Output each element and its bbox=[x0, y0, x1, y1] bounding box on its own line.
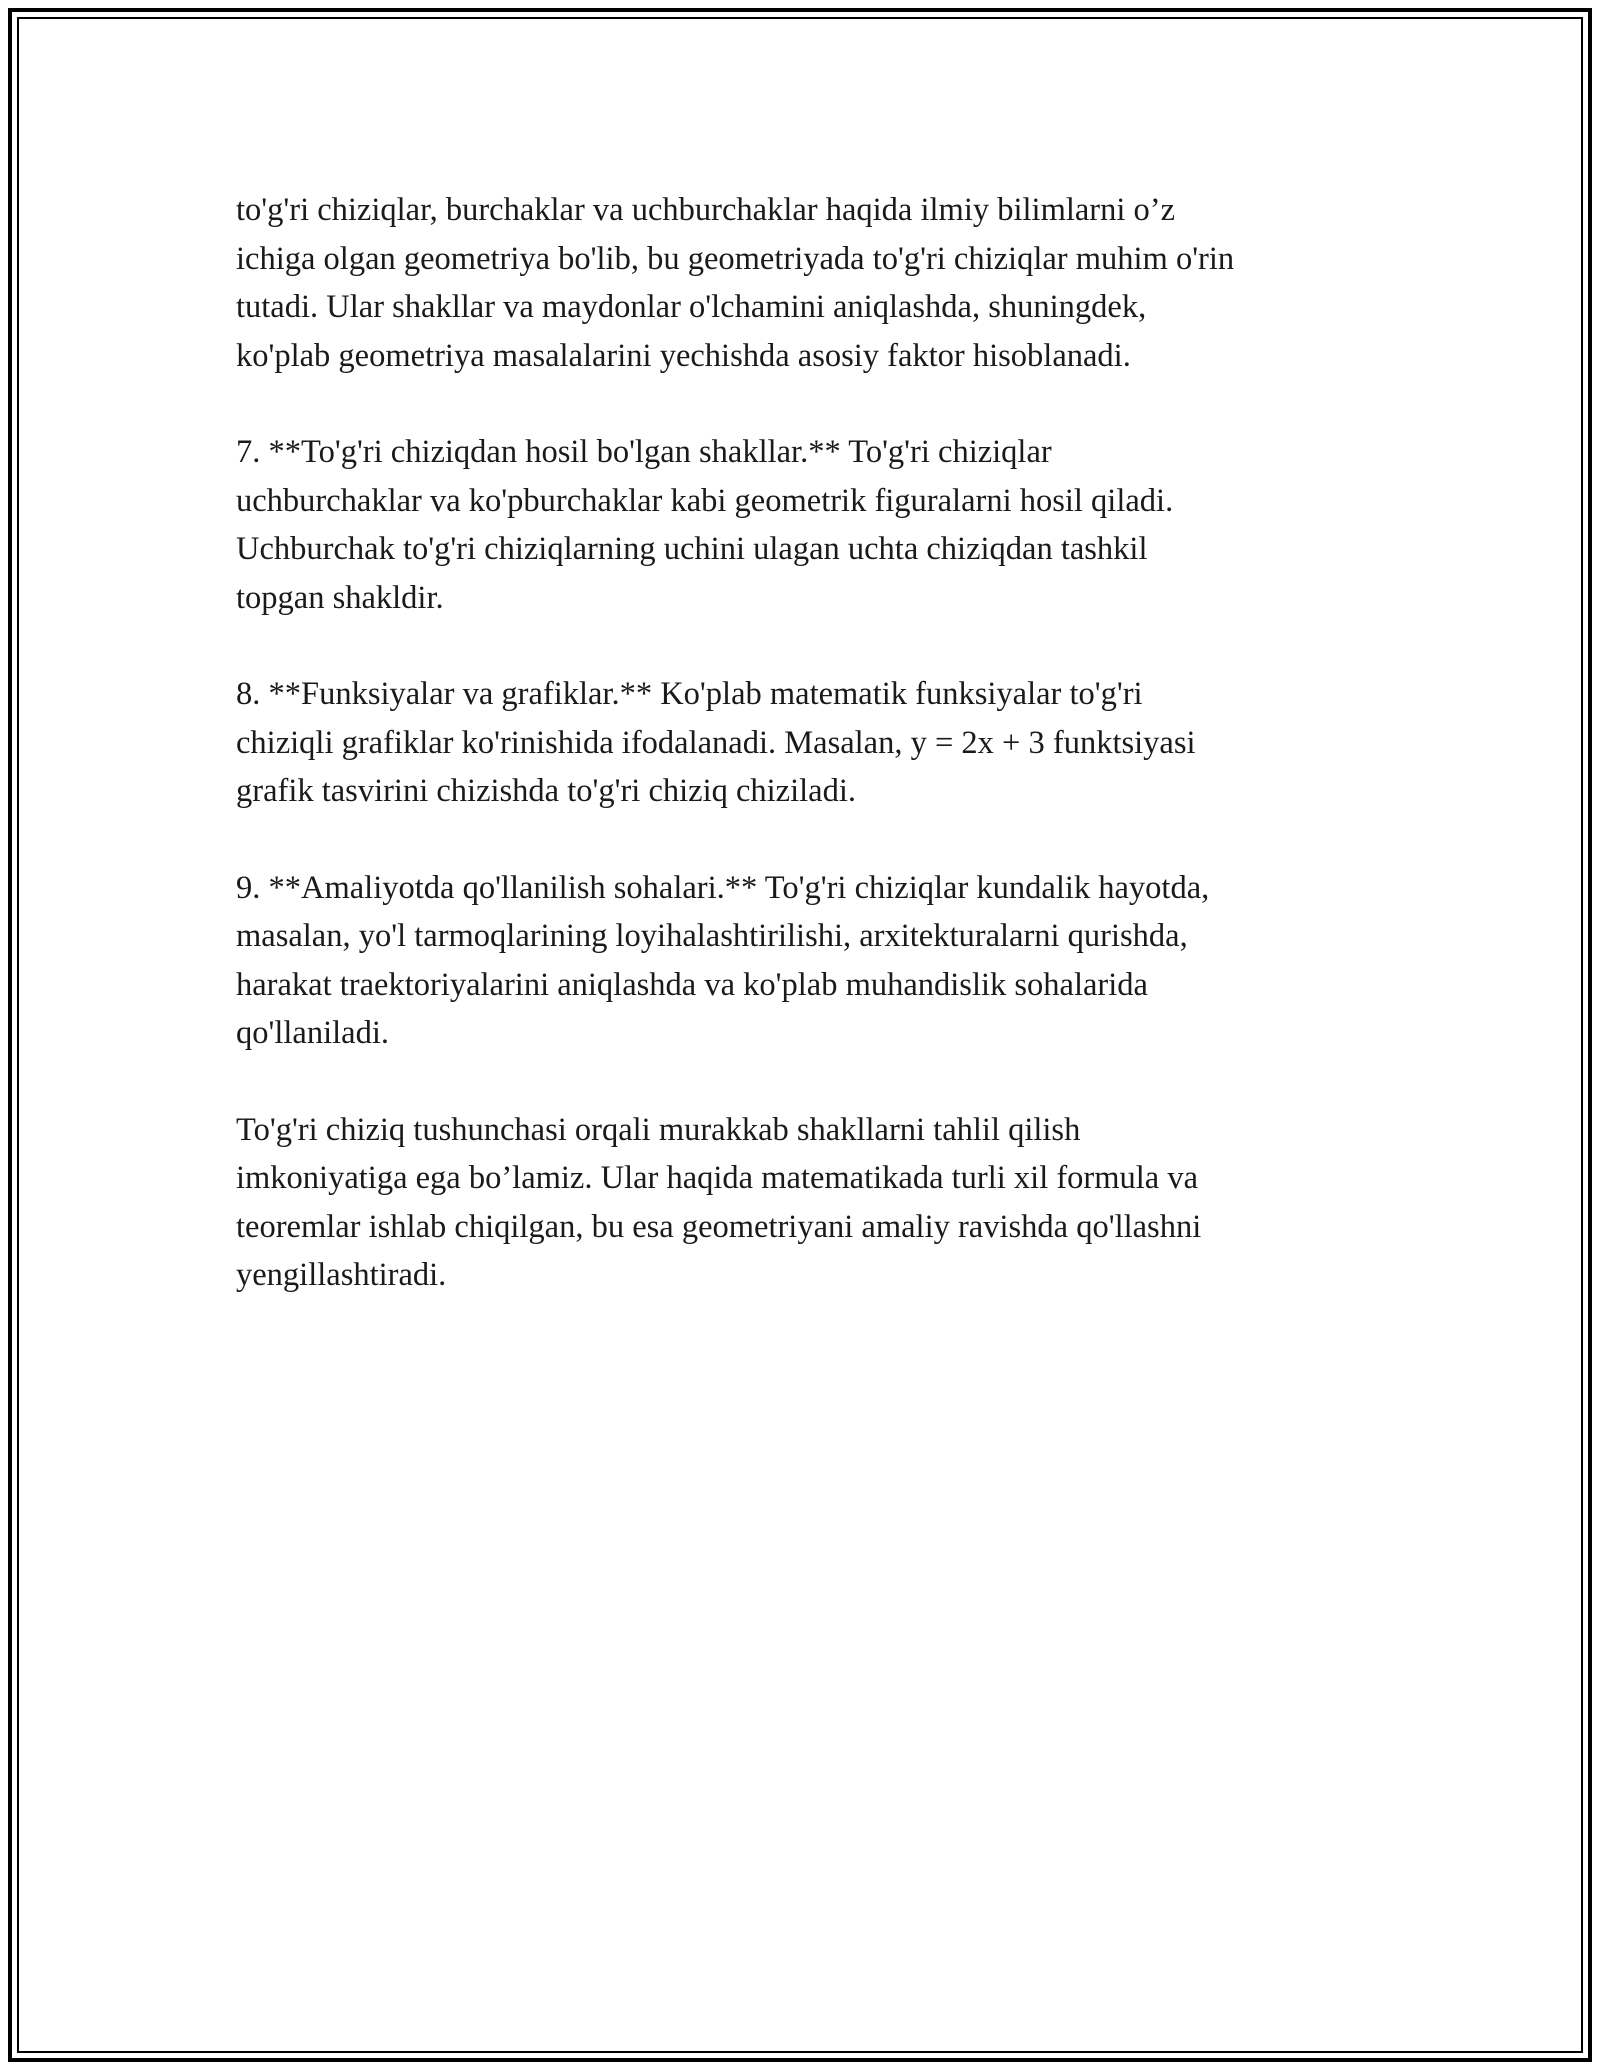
paragraph-item-8: 8. **Funksiyalar va grafiklar.** Ko'plab matematik funksiyalar to'g'ri chiziqli grafiklar ko'rinishida ifodalanadi. Masalan, y = 2x + 3 funktsiyasi grafik tasvirini chizishda to'g'ri chiziq chiziladi. bbox=[236, 676, 1196, 809]
paragraph-item-7: 7. **To'g'ri chiziqdan hosil bo'lgan shakllar.** To'g'ri chiziqlar uchburchaklar va ko'pburchaklar kabi geometrik figuralarni hosil qiladi. Uchburchak to'g'ri chiziqlarning uchini ulagan uchta chiziqdan tashkil topgan shakldir. bbox=[236, 434, 1174, 616]
paragraph-intro: to'g'ri chiziqlar, burchaklar va uchburchaklar haqida ilmiy bilimlarni o’z ichiga olgan geometriya bo'lib, bu geometriyada to'g'ri chiziqlar muhim o'rin tutadi. Ular shakllar va maydonlar o'lchamini aniqlashda, shuningdek, ko'plab geometriya masalalarini yechishda asosiy faktor hisoblanadi. bbox=[236, 192, 1235, 374]
document-body bbox=[236, 186, 1386, 1348]
paragraph-item-9: 9. **Amaliyotda qo'llanilish sohalari.** To'g'ri chiziqlar kundalik hayotda, masalan, yo'l tarmoqlarining loyihalashtirilishi, arxitekturalarni qurishda, harakat traektoriyalarini aniqlashda va ko'plab muhandislik sohalarida qo'llaniladi. bbox=[236, 869, 1210, 1051]
paragraph-conclusion: To'g'ri chiziq tushunchasi orqali murakkab shakllarni tahlil qilish imkoniyatiga ega bo’lamiz. Ular haqida matematikada turli xil formula va teoremlar ishlab chiqilgan, bu esa geometriyani amaliy ravishda qo'llashni yengillashtiradi. bbox=[236, 1111, 1202, 1293]
